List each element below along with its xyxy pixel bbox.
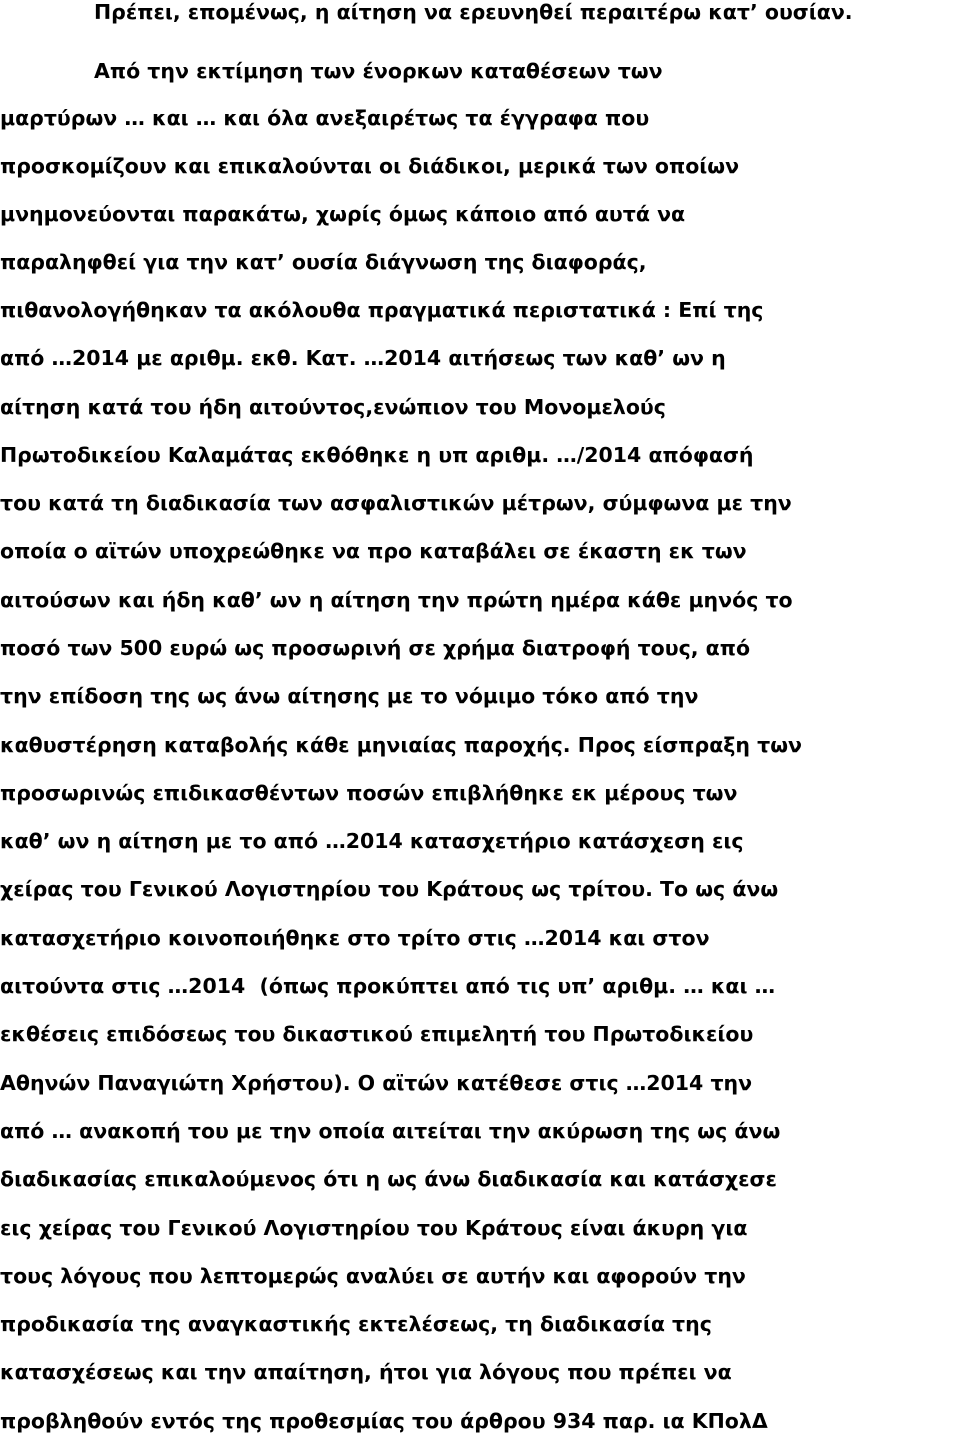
text-line-19: χείρας του Γενικού Λογιστηρίου του Κράτους ως τρίτου. Το ως άνω (0, 877, 779, 901)
text-line-12: οποία ο αϊτών υποχρεώθηκε να προ καταβάλει σε έκαστη εκ των (0, 539, 747, 563)
text-line-28: προδικασία της αναγκαστικής εκτελέσεως, τη διαδικασία της (0, 1312, 712, 1336)
text-line-29: κατασχέσεως και την απαίτηση, ήτοι για λόγους που πρέπει να (0, 1360, 732, 1384)
text-line-30: προβληθούν εντός της προθεσμίας του άρθρου 934 παρ. ια ΚΠολΔ (0, 1409, 768, 1433)
text-line-26: εις χείρας του Γενικού Λογιστηρίου του Κράτους είναι άκυρη για (0, 1216, 748, 1240)
text-line-14: ποσό των 500 ευρώ ως προσωρινή σε χρήμα διατροφή τους, από (0, 636, 751, 660)
text-line-9: αίτηση κατά του ήδη αιτούντος,ενώπιον του Μονομελούς (0, 395, 666, 419)
text-line-7: πιθανολογήθηκαν τα ακόλουθα πραγματικά περιστατικά : Επί της (0, 298, 764, 322)
text-line-8: από …2014 με αριθμ. εκθ. Κατ. …2014 αιτήσεως των καθ’ ων η (0, 346, 726, 370)
text-line-1: Πρέπει, επομένως, η αίτηση να ερευνηθεί περαιτέρω κατ’ ουσίαν. (94, 0, 853, 24)
text-line-23: Αθηνών Παναγιώτη Χρήστου). Ο αϊτών κατέθεσε στις …2014 την (0, 1071, 753, 1095)
text-line-6: παραληφθεί για την κατ’ ουσία διάγνωση της διαφοράς, (0, 250, 647, 274)
text-line-3: μαρτύρων … και … και όλα ανεξαιρέτως τα έγγραφα που (0, 106, 650, 130)
text-line-21: αιτούντα στις …2014 (όπως προκύπτει από τις υπ’ αριθμ. … και … (0, 974, 776, 998)
text-line-10: Πρωτοδικείου Καλαμάτας εκθόθηκε η υπ αριθμ. …/2014 απόφασή (0, 443, 754, 467)
text-line-22: εκθέσεις επιδόσεως του δικαστικού επιμελητή του Πρωτοδικείου (0, 1022, 754, 1046)
text-line-2: Από την εκτίμηση των ένορκων καταθέσεων των (94, 59, 663, 83)
text-line-4: προσκομίζουν και επικαλούνται οι διάδικοι, μερικά των οποίων (0, 154, 740, 178)
text-line-13: αιτούσων και ήδη καθ’ ων η αίτηση την πρώτη ημέρα κάθε μηνός το (0, 588, 793, 612)
text-line-17: προσωρινώς επιδικασθέντων ποσών επιβλήθηκε εκ μέρους των (0, 781, 738, 805)
text-line-25: διαδικασίας επικαλούμενος ότι η ως άνω διαδικασία και κατάσχεσε (0, 1167, 777, 1191)
text-line-15: την επίδοση της ως άνω αίτησης με το νόμιμο τόκο από την (0, 684, 699, 708)
text-line-20: κατασχετήριο κοινοποιήθηκε στο τρίτο στις …2014 και στον (0, 926, 710, 950)
text-line-24: από … ανακοπή του με την οποία αιτείται την ακύρωση της ως άνω (0, 1119, 781, 1143)
text-line-11: του κατά τη διαδικασία των ασφαλιστικών μέτρων, σύμφωνα με την (0, 491, 792, 515)
text-line-16: καθυστέρηση καταβολής κάθε μηνιαίας παροχής. Προς είσπραξη των (0, 733, 802, 757)
text-line-5: μνημονεύονται παρακάτω, χωρίς όμως κάποιο από αυτά να (0, 202, 686, 226)
text-line-18: καθ’ ων η αίτηση με το από …2014 κατασχετήριο κατάσχεση εις (0, 829, 744, 853)
text-line-27: τους λόγους που λεπτομερώς αναλύει σε αυτήν και αφορούν την (0, 1264, 746, 1288)
